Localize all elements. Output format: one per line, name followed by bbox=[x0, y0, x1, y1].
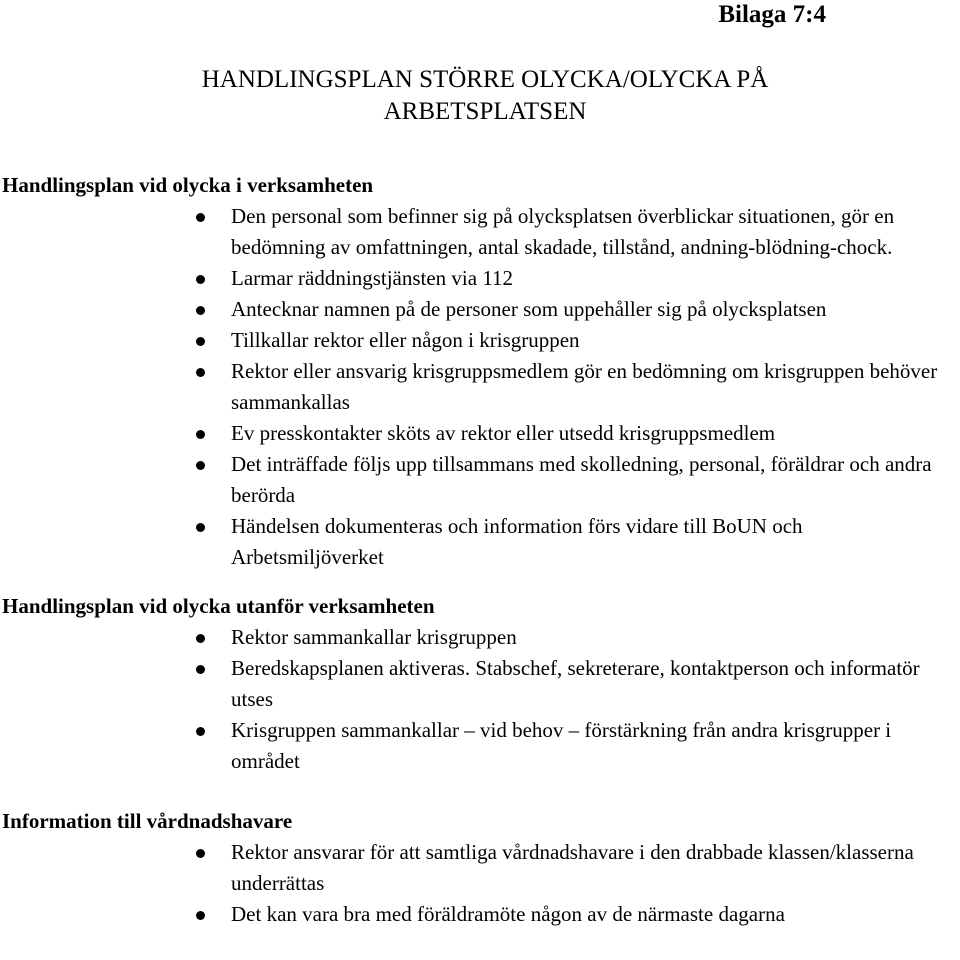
document-title bbox=[125, 64, 845, 128]
list-item-text: Tillkallar rektor eller någon i krisgruppen bbox=[231, 328, 580, 352]
list-item bbox=[0, 449, 960, 511]
bullet-icon bbox=[196, 275, 205, 284]
list-item-text: Den personal som befinner sig på olycksplatsen överblickar situationen, gör en bedömning av omfattningen, antal skadade, tillstånd, andning-blödning-chock. bbox=[231, 204, 895, 259]
list-item-text: Händelsen dokumenteras och information förs vidare till BoUN och Arbetsmiljöverket bbox=[231, 514, 803, 569]
list-item bbox=[0, 899, 960, 930]
list-item-text: Ev presskontakter sköts av rektor eller utsedd krisgruppsmedlem bbox=[231, 421, 776, 445]
list-item bbox=[0, 837, 960, 899]
list-item bbox=[0, 622, 960, 653]
list-item bbox=[0, 294, 960, 325]
document-title-line-1: HANDLINGSPLAN STÖRRE OLYCKA/OLYCKA PÅ bbox=[201, 66, 769, 93]
section-accident-outside-operations bbox=[0, 591, 960, 777]
section-heading: Information till vårdnadshavare bbox=[2, 809, 293, 833]
document-body bbox=[0, 170, 960, 930]
bullet-icon bbox=[196, 337, 205, 346]
bullet-icon bbox=[196, 634, 205, 643]
bullet-icon bbox=[196, 849, 205, 858]
list-item bbox=[0, 511, 960, 573]
list-item-text: Det inträffade följs upp tillsammans med skolledning, personal, föräldrar och andra berörda bbox=[231, 452, 932, 507]
list-item-text: Rektor eller ansvarig krisgruppsmedlem gör en bedömning om krisgruppen behöver sammankallas bbox=[231, 359, 938, 414]
list-item bbox=[0, 263, 960, 294]
document-title-line-2: ARBETSPLATSEN bbox=[383, 98, 587, 125]
list-item-text: Rektor sammankallar krisgruppen bbox=[231, 625, 517, 649]
list-item-text: Krisgruppen sammankallar – vid behov – förstärkning från andra krisgrupper i området bbox=[231, 718, 892, 773]
list-item-text: Larmar räddningstjänsten via 112 bbox=[231, 266, 514, 290]
bullet-icon bbox=[196, 665, 205, 674]
list-item-text: Rektor ansvarar för att samtliga vårdnadshavare i den drabbade klassen/klasserna underrättas bbox=[231, 840, 914, 895]
section-heading: Handlingsplan vid olycka i verksamheten bbox=[2, 173, 374, 197]
bullet-icon bbox=[196, 213, 205, 222]
section-accident-inside-operations bbox=[0, 170, 960, 573]
list-item bbox=[0, 325, 960, 356]
list-item-text: Det kan vara bra med föräldramöte någon av de närmaste dagarna bbox=[231, 902, 785, 926]
list-item-text: Antecknar namnen på de personer som uppehåller sig på olycksplatsen bbox=[231, 297, 827, 321]
bullet-icon bbox=[196, 430, 205, 439]
list-item bbox=[0, 653, 960, 715]
bullet-icon bbox=[196, 461, 205, 470]
list-item bbox=[0, 715, 960, 777]
bullet-icon bbox=[196, 727, 205, 736]
list-item bbox=[0, 356, 960, 418]
section-heading: Handlingsplan vid olycka utanför verksamheten bbox=[2, 594, 435, 618]
bullet-list bbox=[0, 201, 960, 573]
appendix-label: Bilaga 7:4 bbox=[718, 1, 826, 28]
bullet-list bbox=[0, 837, 960, 930]
bullet-icon bbox=[196, 368, 205, 377]
list-item bbox=[0, 418, 960, 449]
list-item bbox=[0, 201, 960, 263]
bullet-icon bbox=[196, 306, 205, 315]
bullet-list bbox=[0, 622, 960, 777]
bullet-icon bbox=[196, 523, 205, 532]
section-guardian-information bbox=[0, 806, 960, 930]
list-item-text: Beredskapsplanen aktiveras. Stabschef, sekreterare, kontaktperson och informatör utses bbox=[231, 656, 920, 711]
bullet-icon bbox=[196, 911, 205, 920]
